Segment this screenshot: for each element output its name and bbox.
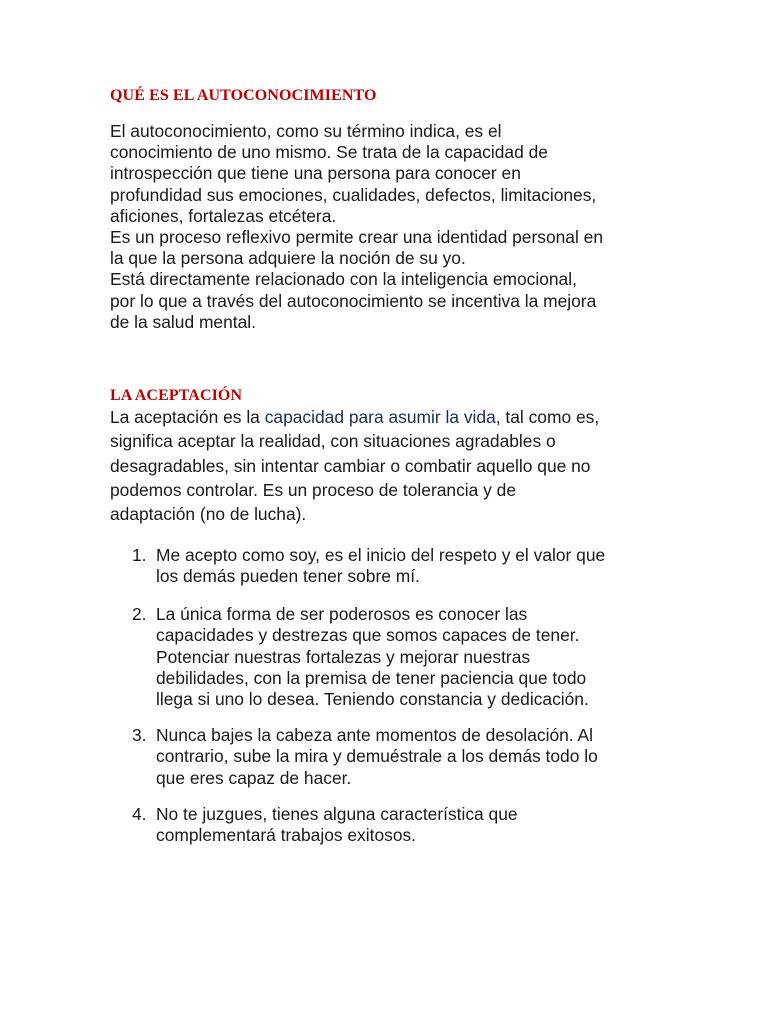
text-line: La única forma de ser poderosos es conocer las [156, 604, 528, 624]
text-line: la que la persona adquiere la noción de su yo. [110, 248, 466, 269]
text-line: que eres capaz de hacer. [156, 767, 352, 788]
paragraph-autoconocimiento [110, 121, 670, 333]
text-line: profundidad sus emociones, cualidades, defectos, limitaciones, [110, 184, 597, 205]
text-line: podemos controlar. Es un proceso de tolerancia y de [110, 479, 517, 500]
text-line: No te juzgues, tienes alguna característica que [156, 804, 518, 824]
list-number: 2. [132, 604, 147, 624]
text-line: por lo que a través del autoconocimiento se incentiva la mejora [110, 290, 597, 311]
text-line: capacidades y destrezas que somos capaces de tener. [156, 625, 580, 646]
text-line: aficiones, fortalezas etcétera. [110, 205, 337, 226]
text-line: adaptación (no de lucha). [110, 504, 307, 525]
text-line: llega si uno lo desea. Teniendo constancia y dedicación. [156, 689, 589, 710]
list-item-text [156, 545, 676, 588]
paragraph-aceptacion [110, 405, 670, 526]
text-line: introspección que tiene una persona para conocer en [110, 163, 521, 184]
list-item-text [156, 725, 676, 789]
text-line: Es un proceso reflexivo permite crear una identidad personal en [110, 227, 604, 248]
text-line [110, 405, 670, 429]
list-number: 1. [132, 545, 147, 565]
text-line: desagradables, sin intentar cambiar o combatir aquello que no [110, 455, 591, 476]
section-heading-autoconocimiento: QUÉ ES EL AUTOCONOCIMIENTO [110, 87, 377, 104]
text-line: El autoconocimiento, como su término indica, es el [110, 121, 502, 141]
list-number: 4. [132, 804, 147, 824]
section-heading-aceptacion: LA ACEPTACIÓN [110, 387, 243, 404]
list-item-text [156, 804, 676, 847]
text-line: Está directamente relacionado con la inteligencia emocional, [110, 269, 577, 290]
text-line: de la salud mental. [110, 311, 256, 332]
text-line: contrario, sube la mira y demuéstrale a los demás todo lo [156, 746, 598, 767]
text-line: Nunca bajes la cabeza ante momentos de desolación. Al [156, 725, 593, 745]
list-number: 3. [132, 725, 147, 745]
text-fragment: , tal como es, [495, 407, 600, 427]
text-line: debilidades, con la premisa de tener paciencia que todo [156, 667, 587, 688]
text-line: complementará trabajos exitosos. [156, 825, 417, 846]
list-item-text [156, 604, 676, 710]
capacidad-link[interactable]: capacidad para asumir la vida [264, 407, 496, 427]
text-line: los demás pueden tener sobre mí. [156, 566, 420, 587]
text-line: Me acepto como soy, es el inicio del respeto y el valor que [156, 545, 606, 565]
text-line: Potenciar nuestras fortalezas y mejorar nuestras [156, 646, 531, 667]
text-line: conocimiento de uno mismo. Se trata de la capacidad de [110, 142, 548, 163]
text-line: significa aceptar la realidad, con situaciones agradables o [110, 431, 556, 452]
text-fragment: La aceptación es la [110, 407, 265, 427]
